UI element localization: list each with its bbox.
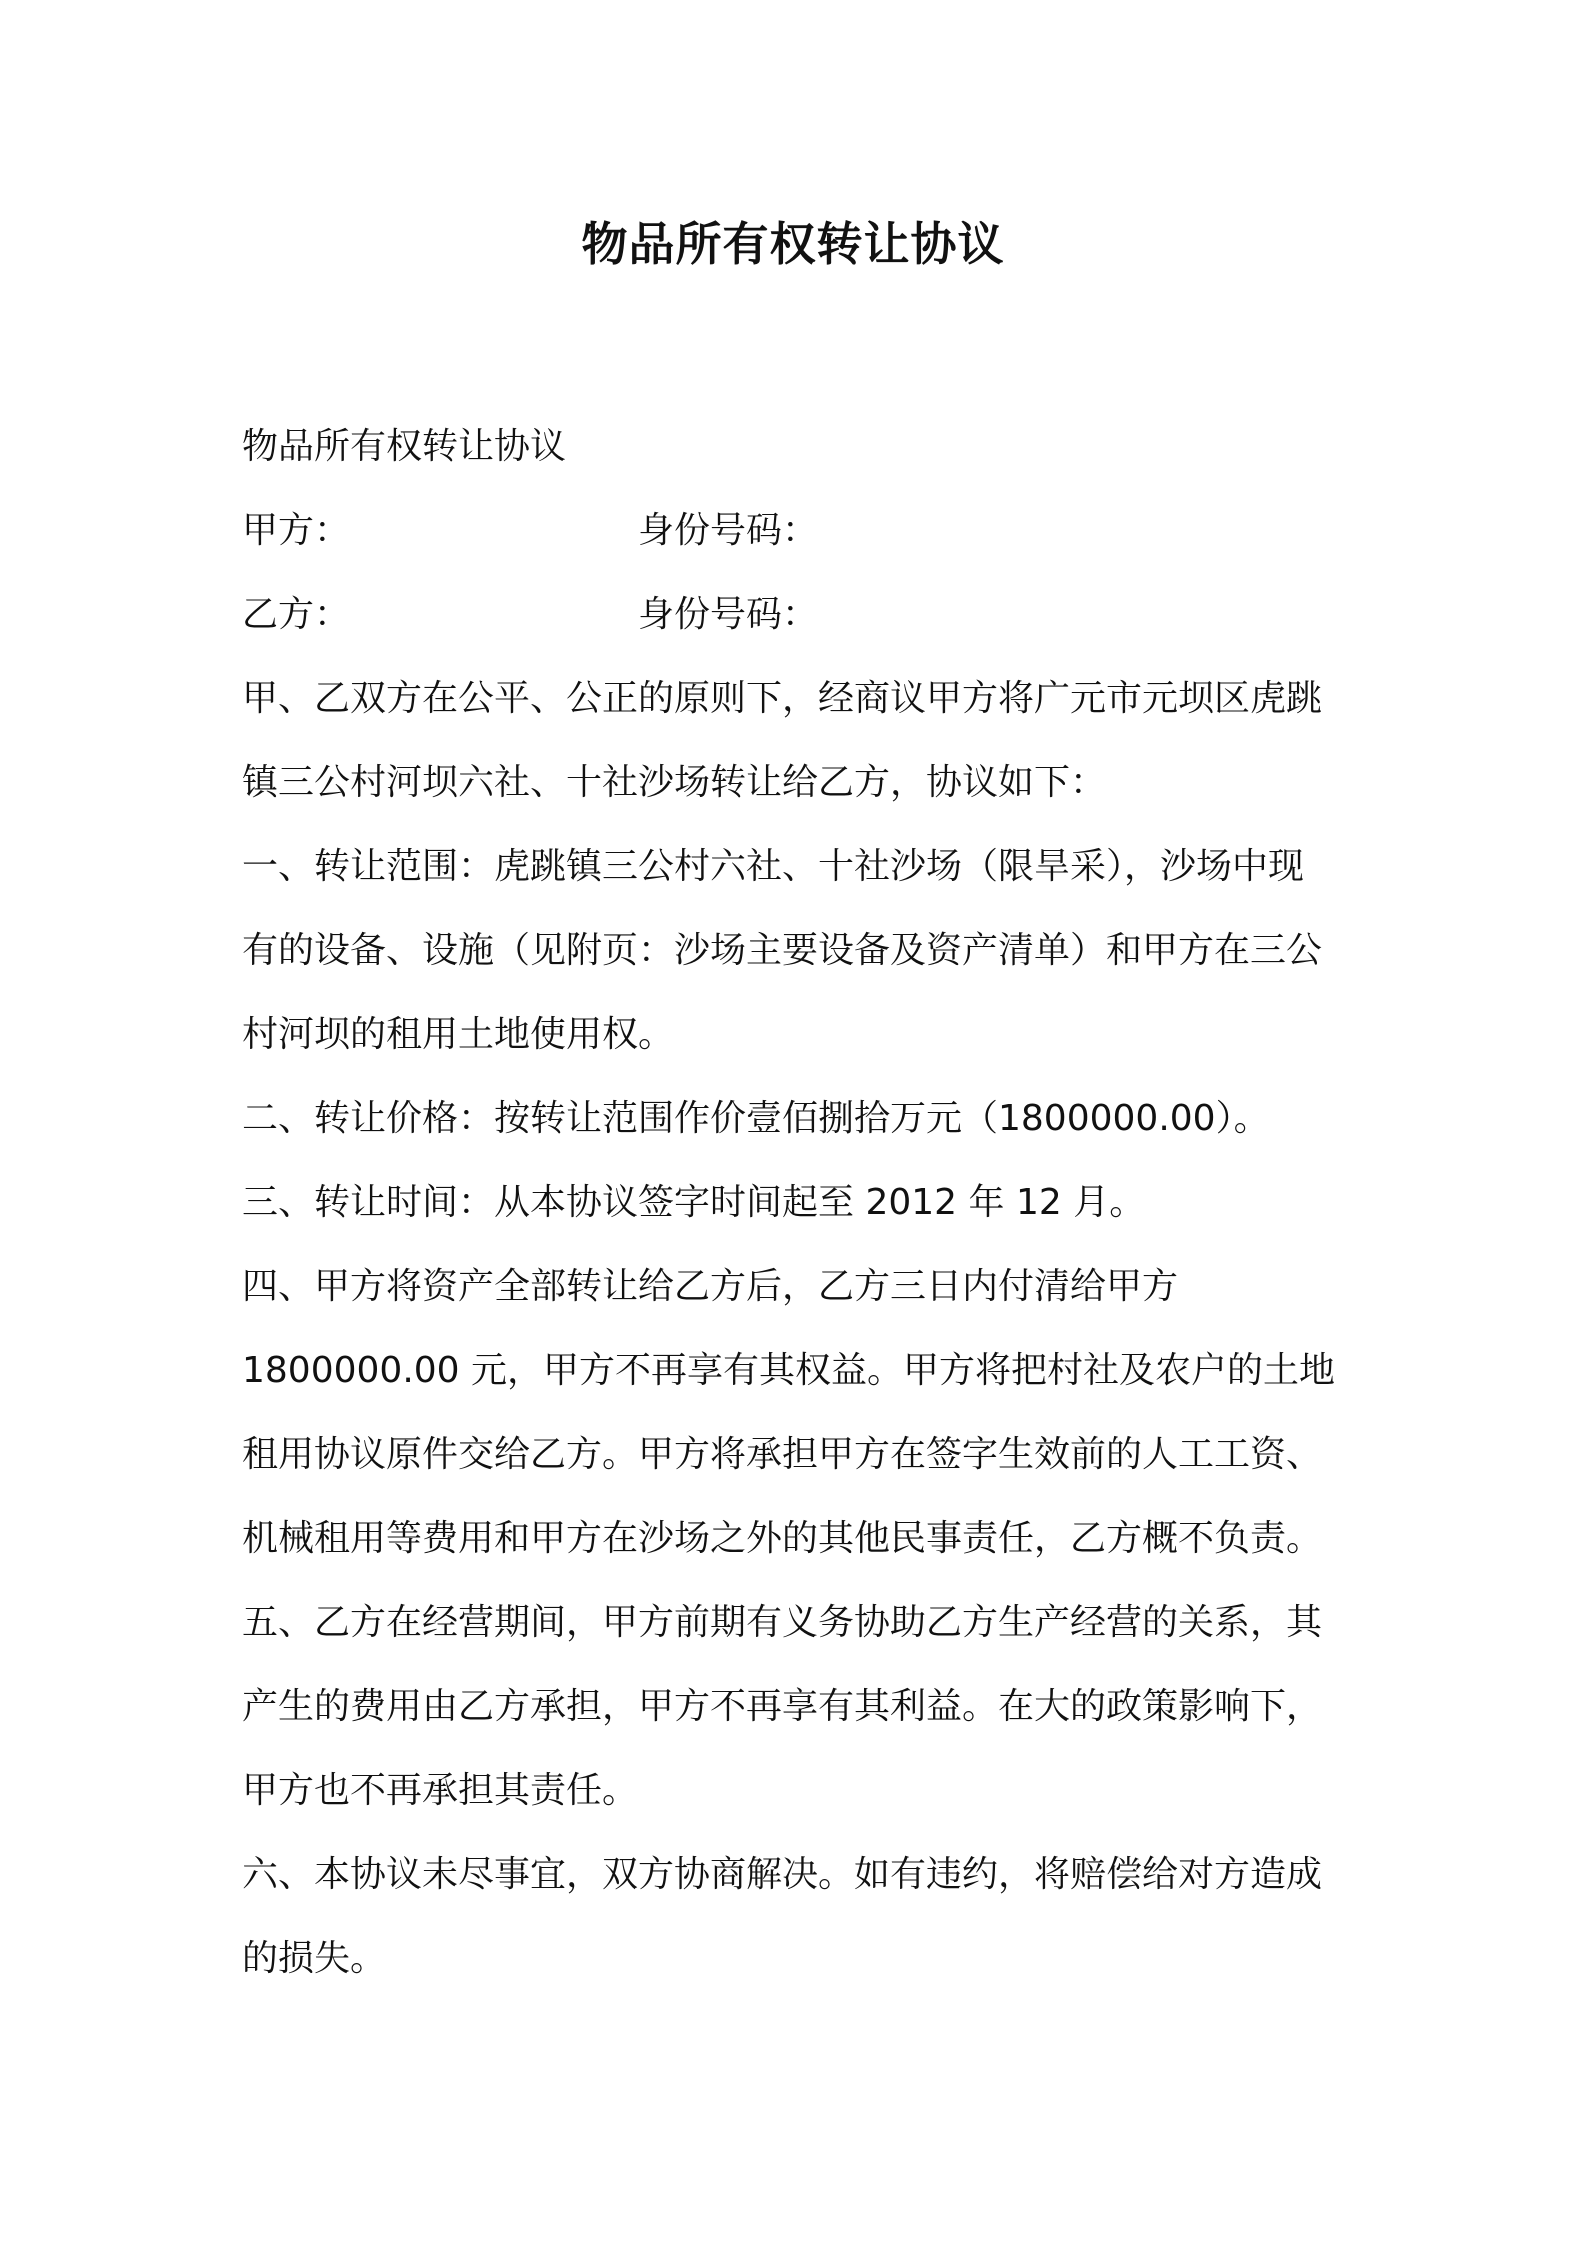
paragraph-line: 三、转让时间：从本协议签字时间起至 2012 年 12 月。 — [242, 1182, 1146, 1223]
intro-paragraph — [242, 657, 1352, 825]
paragraph-line: 1800000.00 元，甲方不再享有其权益。甲方将把村社及农户的土地 — [242, 1350, 1336, 1391]
paragraph-line: 六、本协议未尽事宜，双方协商解决。如有违约，将赔偿给对方造成 — [242, 1854, 1323, 1895]
party-a-id-label: 身份号码： — [638, 510, 819, 551]
paragraph-line: 机械租用等费用和甲方在沙场之外的其他民事责任，乙方概不负责。 — [242, 1518, 1323, 1559]
paragraph-line: 的损失。 — [242, 1938, 387, 1979]
party-b-row — [242, 573, 1352, 657]
paragraph-line: 一、转让范围：虎跳镇三公村六社、十社沙场（限旱采），沙场中现 — [242, 846, 1305, 887]
document-body — [242, 405, 1352, 2001]
party-a-row — [242, 489, 1352, 573]
paragraph-line: 二、转让价格：按转让范围作价壹佰捌拾万元（1800000.00）。 — [242, 1098, 1270, 1139]
party-b-id-label: 身份号码： — [638, 594, 819, 635]
party-a-label: 甲方： — [242, 510, 351, 551]
party-b-label: 乙方： — [242, 594, 351, 635]
paragraph-line: 四、甲方将资产全部转让给乙方后，乙方三日内付清给甲方 — [242, 1266, 1179, 1307]
clause-4-paragraph — [242, 1245, 1352, 1581]
paragraph-line: 产生的费用由乙方承担，甲方不再享有其利益。在大的政策影响下， — [242, 1686, 1323, 1727]
document-title: 物品所有权转让协议 — [581, 217, 1005, 271]
paragraph-line: 甲方也不再承担其责任。 — [242, 1770, 639, 1811]
paragraph-line: 有的设备、设施（见附页：沙场主要设备及资产清单）和甲方在三公 — [242, 930, 1323, 971]
paragraph-line: 租用协议原件交给乙方。甲方将承担甲方在签字生效前的人工工资、 — [242, 1434, 1323, 1475]
paragraph-line: 村河坝的租用土地使用权。 — [242, 1014, 675, 1055]
clause-2-paragraph — [242, 1077, 1352, 1161]
paragraph-line: 甲、乙双方在公平、公正的原则下，经商议甲方将广元市元坝区虎跳 — [242, 678, 1323, 719]
paragraph-line: 镇三公村河坝六社、十社沙场转让给乙方，协议如下： — [242, 762, 1107, 803]
document-subtitle: 物品所有权转让协议 — [242, 426, 567, 467]
clause-1-paragraph — [242, 825, 1352, 1077]
clause-5-paragraph — [242, 1581, 1352, 1833]
paragraph-line: 五、乙方在经营期间，甲方前期有义务协助乙方生产经营的关系，其 — [242, 1602, 1323, 1643]
clause-3-paragraph — [242, 1161, 1352, 1245]
clause-6-paragraph — [242, 1833, 1352, 2001]
